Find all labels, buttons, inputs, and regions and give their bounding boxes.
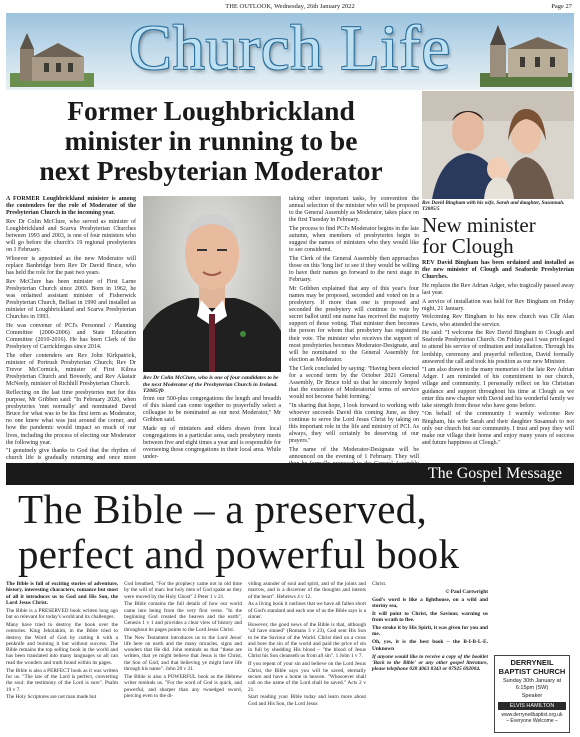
family-photo <box>422 91 574 199</box>
advert-church-name: DERRYNEIL BAPTIST CHURCH <box>498 658 566 676</box>
gospel-paragraph: The Holy Scriptures are not man made but <box>6 694 97 701</box>
church-life-banner <box>6 13 574 90</box>
page-number: Page 27 <box>551 3 572 10</box>
side-paragraph: A service of installation was held for Rev Bingham on Friday night, 21 January. <box>422 298 574 312</box>
gospel-column-3 <box>248 581 366 709</box>
article-paragraph: The Clerk concluded by saying: "Having been elected for a second term by the October 2021 General Assembly, Dr Bruce told us that he sincerely hoped that the extension of Moderatorial terms of service would not become 'habit forming.' <box>289 365 419 400</box>
article-paragraph: The name of the Moderator-Designate will be announced on the evening of 1 February. They will <box>289 446 419 460</box>
advert-speaker-label: Speaker <box>521 693 543 699</box>
article-paragraph: Rev Dr Colin McClure, who served as minister of Loughbrickland and Scarva Presbyterian Churches between 1993 and 2003, is one of four ministers who will go before the church's 19 regional presbyteries on 1 February. <box>6 218 136 254</box>
portrait-caption: Rev Dr Colin McClure, who is one of four candidates to be the next Moderator of the Presbyterian Church in Ireland. T2085/fb <box>143 375 279 395</box>
gospel-author: © Paul Cartwright <box>445 588 488 595</box>
article-paragraph: taking other important tasks, by convention the annual selection of the minister who will be proposed to the General Assembly as Moderator, takes place on the first Tuesday in February. <box>289 196 419 224</box>
gospel-paragraph: Start reading your Bible today and learn more about God and His Son, the Lord Jesus <box>248 694 366 707</box>
poem-line: Oh, yes, it is the best book – the B-I-B-L-E. Unknown <box>372 639 488 652</box>
article-paragraph: He was convener of PCI's Personnel / Planning Committee (2000-2006) and State Education Committee (2010-2016). He has been Clerk of the Presbytery of Carrickfergus since 2014. <box>6 322 136 351</box>
advert-speaker-name: ELVIS HAMILTON <box>498 702 566 711</box>
gospel-paragraph: God breathed, "For the prophecy came not in old time by the will of man: but holy men of God spake as they were moved by the Holy Ghost" 2 Peter 1 v 21. <box>124 581 242 600</box>
gospel-paragraph: The New Testament introduces us to the Lord Jesus' life here on earth and the many miracles, signs and wonders that He did. John reminds us that "these are written, that ye might believe that Jesus is the Christ, the Son of God; and that believing ye might have life through his name". John 20 v 31. <box>124 634 242 673</box>
gospel-paragraph: Christ. <box>372 581 387 587</box>
advert-welcome: – Everyone Welcome – <box>506 718 558 724</box>
gospel-headline-line: perfect and powerful book <box>18 531 460 577</box>
article-paragraph: Rev McClure has been minister of First Larne Presbyterian Church since 2003. Born in 1962, he was ordained assistant minister of Fisherwick Presbyterian Church, Belfast in 1990 and installed as minister of Loughbrickland and Scarva Presbyterian Churches in 1993. <box>6 278 136 321</box>
article-paragraph: "In sharing that hope, I look forward to working with whoever succeeds David this coming June, as they continue to serve the Lord Jesus Christ by taking on this important role in the life and ministry of PCI. As always, they will certainly be deserving of our prayers." <box>289 402 419 445</box>
advert-website: www.derryneilbaptist.org.uk <box>501 712 563 718</box>
side-headline <box>422 215 574 257</box>
main-headline <box>6 96 416 186</box>
headline-line: Former Loughbrickland <box>67 95 355 126</box>
literature-offer: If anyone would like to receive a copy of the booklet 'Back to the Bible' or any other gospel literature, please telephone 028 4063 8343 or 07925 692004. <box>372 653 488 673</box>
gospel-bar-label: The Gospel Message <box>427 465 562 482</box>
gospel-paragraph: The Bible is also a PERFECT book as it was written for us. "The law of the Lord is perfect, converting the soul: the testimony of the Lord is sure". Psalm 19 v 7. <box>6 667 118 693</box>
article-paragraph: "I genuinely give thanks to God that the rhythm of church life is gradually returning and once more <box>6 448 136 462</box>
advert-time: Sunday 30th January at 6:15pm (SW) <box>502 678 562 691</box>
article-column-1 <box>6 196 136 471</box>
article-paragraph: The Clerk of the General Assembly then approaches those on this 'long list' to see if they would be willing to have their names go forward to the next stage in February. <box>289 255 419 284</box>
article-paragraph: Mr Gribben explained that any of this year's four names may be proposed, seconded and voted on in a presbytery. If more than one is proposed and seconded the presbytery will continue to vote by secret ballot until one name has received the majority support of those voting. That minister then becomes the person for whom that presbytery has registered their vote. The minister who receives the support of most presbyteries becomes Moderator-Designate, and will be nominated to the General Assembly for election as Moderator. <box>289 285 419 363</box>
column-2-holder <box>143 396 281 463</box>
side-paragraph: "I am also drawn to the many memories of the late Rev Adrian Adger. I am reminded of his commitment to our church, village and community. I personally reflect on his Christian guidance and support throughout his time at Clough as we enter this new chapter with David and his wonderful family we take strength from those who have gone before. <box>422 367 574 409</box>
section-title: Church Life <box>129 13 451 83</box>
poem-line: God's word is like a lighthouse, on a wild and stormy sea, <box>372 596 488 610</box>
article-paragraph: The other contenders are Rev John Kirkpatrick, minister of Portrush Presbyterian Church; Rev Dr Trevor McCormick, minister of First Kilrea Presbyterian Church and Boveedy, and Rev Alastair McNeely, minister of Richhill Presbyterian Church. <box>6 352 136 388</box>
side-headline-line: for Clough <box>422 234 514 258</box>
side-paragraph: "On behalf of the community I warmly welcome Rev Bingham, his wife Sarah and their daughter Susannah to not only our church but our community. I trust and pray they will make our village their home and enjoy many years of success and future happiness at Clough." <box>422 411 574 446</box>
gospel-column-4 <box>372 581 488 674</box>
article-lead: A FORMER Loughbrickland minister is among the contenders for the role of Moderator of the Presbyterian Church in the incoming year. <box>6 196 136 217</box>
gospel-paragraph: Many have tried to destroy the book over the centuries. King Jehoiakim, in the Bible tried to destroy the Word of God by cutting it with a penknife and burning it but without success. The Bible remains the top selling book in the world and has been translated into many languages so all can read the wonders and truth found within its pages. <box>6 621 118 666</box>
side-paragraph: Welcoming Rev Bingham to his new church was Cllr Alan Lewis, who attended the service. <box>422 314 574 328</box>
gospel-column-1 <box>6 581 118 702</box>
side-paragraph: He said: "I welcome the Rev David Bingham to Clough and Seaforde Presbyterian Church. On Friday past I was privileged to attend his service of ordination and installation. Through his lordship, ceremony and prayerful reflection, David formally answered the call and took his position as our new Minister. <box>422 330 574 365</box>
poem-line: The stroke it by His Spirit, it was given for you and me. <box>372 625 488 638</box>
side-article <box>422 260 574 449</box>
gospel-paragraph: The Bible is a PRESERVED book written long ago but so relevant for today's world and its challenges. <box>6 607 118 621</box>
article-paragraph: from our 500-plus congregations the length and breadth of this island can come together to prayerfully select a colleague to be nominated as our next Moderator," Mr Gribben said. <box>143 396 281 424</box>
newspaper-dateline: THE OUTLOOK, Wednesday, 26th January 2022 <box>225 3 355 10</box>
derryneil-advert <box>494 655 570 733</box>
gospel-message-bar <box>6 463 574 485</box>
gospel-paragraph: As a living book it outlines that we have all fallen short of God's standard and each one of us the Bible says is a sinner. <box>248 601 366 621</box>
side-headline-line: New minister <box>422 213 536 237</box>
gospel-paragraph: The Bible contains the full details of how our world came into being from the very first verse. "In the beginning God created the heaven and the earth", Genesis 1 v 1 and provides a clear view of history and throughout its pages points to the Lord Jesus Christ. <box>124 601 242 633</box>
article-column-3 <box>289 196 419 484</box>
gospel-paragraph: However, the good news of the Bible is that, although "all have sinned" (Romans 3 v 23), God sent His Son to be the Saviour of the World. Christ died on a cross and bore the sin of the world and paid the price of sin in full by shedding His blood – "the blood of Jesus Christ his Son cleanseth us from all sin". 1 John 1 v 7. <box>248 621 366 660</box>
gospel-lead: The Bible is full of exciting stories of adventure, history, interesting characters, romance but most of all it introduces us to God and His Son, the Lord Jesus Christ. <box>6 581 118 606</box>
minister-portrait-photo <box>143 196 281 372</box>
page-header <box>0 0 580 13</box>
side-lead: REV David Bingham has been ordained and installed as the new minister of Clough and Seaforde Presbyterian Churches. <box>422 260 574 281</box>
gospel-paragraph: viding asunder of soul and spirit, and of the joints and marrow, and is a discerner of the thoughts and intents of the heart". Hebrews 4 v 12. <box>248 581 366 600</box>
headline-line: next Presbyterian Moderator <box>39 155 383 186</box>
gospel-paragraph: The Bible is also a POWERFUL book as the Hebrew writer reminds us. "For the word of God is quick, and powerful, and sharper than any twoedged sword, piercing even to the di- <box>124 673 242 699</box>
gospel-headline-line: The Bible – a preserved, <box>18 486 428 532</box>
poem-line: It will point to Christ, the Saviour, warning us from wrath to flee. <box>372 610 488 624</box>
gospel-column-2 <box>124 581 242 701</box>
gospel-paragraph: If you repent of your sin and believe on the Lord Jesus Christ, the Bible says you will be saved, eternally secure and have a home in heaven. "Whosoever shall call on the name of the Lord shall be saved." Acts 2 v 21. <box>248 661 366 693</box>
family-photo-caption: Rev David Bingham with his wife, Sarah and daughter, Susannah. T2085/5 <box>422 200 565 212</box>
side-paragraph: He replaces the Rev Adrian Adger, who tragically passed away last year. <box>422 282 574 296</box>
gospel-headline <box>18 487 578 577</box>
article-paragraph: The process to find PCI's Moderator begins in the late autumn, when members of presbyteries begin to suggest the names of ministers who they would like to see considered. <box>289 225 419 254</box>
article-paragraph: Whoever is appointed as the new Moderator will replace Banbridge born Rev Dr David Bruce, who has held the role for the past two years. <box>6 255 136 277</box>
article-paragraph: Reflecting on the last time presbyteries met for this purpose, Mr Gribben said: "In February 2020, when presbyteries 'met normally' and nominated David Bruce for what was to be his first term as Moderator, no one knew what was just around the corner, and how the pandemic would impact so much of our lives, including the process of electing our Moderator the following year. <box>6 390 136 446</box>
headline-line: minister in running to be <box>64 125 358 156</box>
article-paragraph: Made up of ministers and elders drawn from local congregations in a particular area, each presbytery meets between five and eight times a year and is responsible for overseeing those congregations in their local area. While under- <box>143 425 281 461</box>
